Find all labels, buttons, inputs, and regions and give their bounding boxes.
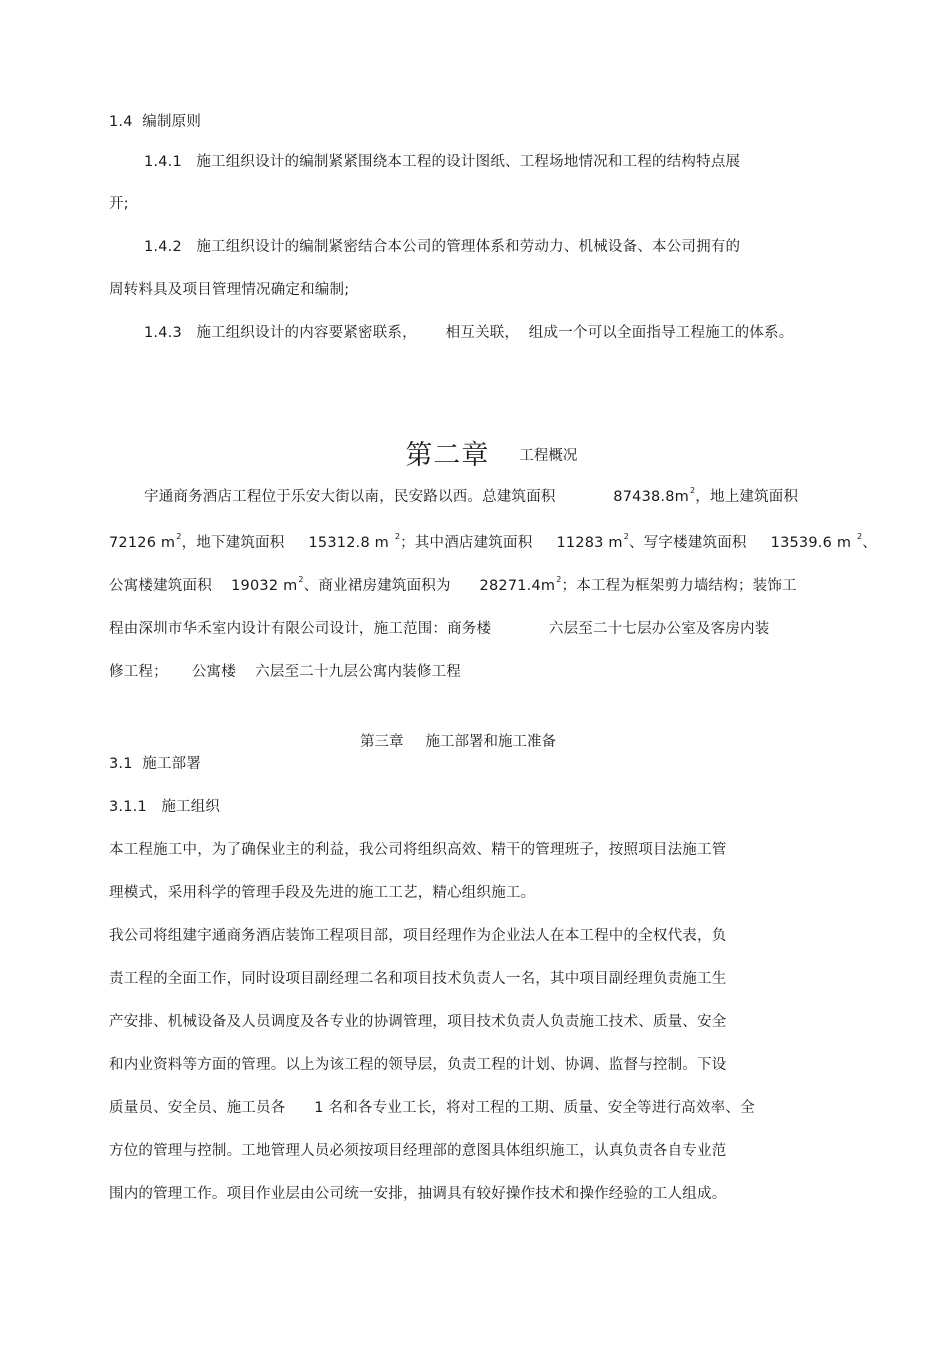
text-run: 公寓楼建筑面积 19032 m	[109, 578, 298, 594]
chapter-2-heading	[385, 414, 577, 491]
paragraph-line: 方位的管理与控制。工地管理人员必须按项目经理部的意图具体组织施工，认真负责各自专业范	[109, 1143, 727, 1159]
text-run: 72126 m	[109, 535, 176, 551]
superscript: 2	[856, 532, 863, 541]
paragraph-line: 质量员、安全员、施工员各 1 名和各专业工长，将对工程的工期、质量、安全等进行高效率、全	[109, 1100, 755, 1116]
paragraph-line: 修工程； 公寓楼 六层至二十九层公寓内装修工程	[109, 664, 461, 680]
superscript: 2	[690, 486, 696, 495]
section-heading-1-4: 1.4 编制原则	[109, 114, 202, 130]
paragraph-line: 围内的管理工作。项目作业层由公司统一安排，抽调具有较好操作技术和操作经验的工人组成。	[109, 1186, 727, 1202]
paragraph-line	[144, 487, 798, 507]
text-run: 宇通商务酒店工程位于乐安大街以南，民安路以西。总建筑面积 87438.8m	[144, 489, 689, 505]
text-run: ，地上建筑面积	[695, 489, 799, 505]
superscript: 2	[556, 575, 562, 584]
paragraph-line: 理模式，采用科学的管理手段及先进的施工工艺，精心组织施工。	[109, 885, 536, 901]
paragraph-line	[109, 533, 877, 553]
paragraph-line: 责工程的全面工作，同时设项目副经理二名和项目技术负责人一名，其中项目副经理负责施工生	[109, 971, 727, 987]
chapter-3-heading	[360, 730, 556, 751]
superscript: 2	[298, 575, 304, 584]
chapter-3-number: 第三章	[360, 734, 404, 750]
chapter-3-title: 施工部署和施工准备	[425, 734, 556, 750]
paragraph-line: 和内业资料等方面的管理。以上为该工程的领导层，负责工程的计划、协调、监督与控制。下设	[109, 1057, 727, 1073]
text-run: 、	[862, 535, 877, 551]
paragraph-line: 程由深圳市华禾室内设计有限公司设计，施工范围：商务楼 六层至二十七层办公室及客房内装	[109, 621, 770, 637]
superscript: 2	[176, 532, 182, 541]
superscript: 2	[394, 532, 401, 541]
superscript: 2	[623, 532, 630, 541]
text-run: ；本工程为框架剪力墙结构；装饰工	[561, 578, 797, 594]
paragraph-line: 1.4.3 施工组织设计的内容要紧密联系， 相互关联， 组成一个可以全面指导工程施工的体系。	[144, 325, 794, 341]
paragraph-line: 产安排、机械设备及人员调度及各专业的协调管理，项目技术负责人负责施工技术、质量、安全	[109, 1014, 727, 1030]
paragraph-line: 我公司将组建宇通商务酒店装饰工程项目部，项目经理作为企业法人在本工程中的全权代表，负	[109, 928, 727, 944]
section-heading-3-1: 3.1 施工部署	[109, 756, 202, 772]
text-run: 、商业裙房建筑面积为 28271.4m	[303, 578, 556, 594]
paragraph-line: 本工程施工中，为了确保业主的利益，我公司将组织高效、精干的管理班子，按照项目法施工管	[109, 842, 727, 858]
paragraph-line	[109, 576, 797, 596]
paragraph-line: 1.4.2 施工组织设计的编制紧密结合本公司的管理体系和劳动力、机械设备、本公司拥有的	[144, 239, 741, 255]
chapter-2-number: 第二章	[405, 440, 490, 471]
paragraph-line: 开;	[109, 196, 129, 212]
section-heading-3-1-1: 3.1.1 施工组织	[109, 799, 221, 815]
paragraph-line: 1.4.1 施工组织设计的编制紧紧围绕本工程的设计图纸、工程场地情况和工程的结构特点展	[144, 154, 741, 170]
text-run: 、写字楼建筑面积 13539.6 m	[629, 535, 856, 551]
text-run: ，地下建筑面积 15312.8 m	[181, 535, 394, 551]
chapter-2-title: 工程概况	[519, 448, 578, 464]
text-run: ；其中酒店建筑面积 11283 m	[400, 535, 623, 551]
paragraph-line: 周转料具及项目管理情况确定和编制;	[109, 282, 350, 298]
